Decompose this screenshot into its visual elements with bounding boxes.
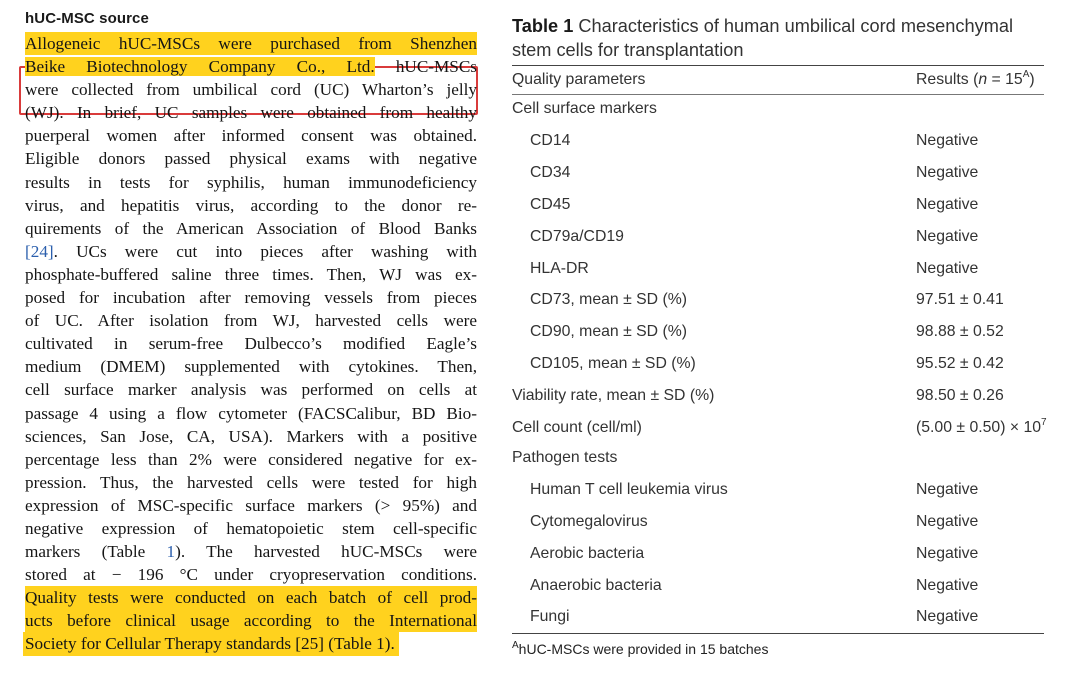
article-text-column: [25, 10, 477, 656]
result-cell: 98.50 ± 0.26: [916, 387, 1004, 405]
parameter-cell: HLA-DR: [530, 259, 589, 277]
column-header-parameters: Quality parameters: [512, 71, 646, 88]
highlighted-span: Society for Cellular Therapy standards [25] (Table 1).: [23, 632, 399, 655]
text-line: percentage less than 2% were considered negative for ex-: [25, 449, 477, 469]
table-body: [512, 95, 1047, 633]
parameter-cell: CD105, mean ± SD (%): [530, 355, 696, 373]
table-link[interactable]: 1: [166, 542, 176, 562]
table-row: [512, 221, 1044, 253]
text-line: were collected from umbilical cord (UC) Wharton’s jelly: [25, 80, 477, 100]
result-cell: Negative: [916, 259, 979, 277]
text-line: of UC. After isolation from WJ, harvested cells were: [25, 311, 477, 331]
text-line: pression. Thus, the harvested cells were tested for high: [25, 472, 477, 492]
text-line: phosphate-buffered saline three times. Then, WJ was ex-: [25, 264, 477, 284]
highlighted-span: Beike Biotechnology Company Co., Ltd.: [25, 57, 375, 77]
text-line: results in tests for syphilis, human immunodeficiency: [25, 172, 477, 192]
result-cell: $(5.00 \pm 0.50) \times 10^7$: [916, 416, 1047, 437]
text-line: quirements of the American Association of Blood Banks: [25, 218, 477, 238]
parameter-cell: CD90, mean ± SD (%): [530, 323, 688, 341]
result-cell: Negative: [916, 576, 979, 594]
table-row: [512, 601, 1044, 633]
table-row: [512, 348, 1044, 380]
result-cell: 97.51 ± 0.41: [916, 291, 1004, 309]
text-line: (WJ). In brief, UC samples were obtained from healthy: [25, 103, 477, 123]
result-cell: Negative: [916, 544, 979, 562]
result-cell: Negative: [916, 227, 979, 245]
table-title: Table 1 Characteristics of human umbilical cord mesenchymal stem cells for transplantation: [512, 16, 1014, 60]
result-cell: 95.52 ± 0.42: [916, 355, 1004, 373]
text-line-highlighted: ucts before clinical usage according to the International: [25, 609, 477, 632]
parameter-cell: Pathogen tests: [512, 448, 618, 466]
parameter-cell: Cell surface markers: [512, 100, 657, 117]
text-line-highlighted: [25, 632, 477, 655]
parameter-cell: Fungi: [530, 608, 570, 626]
result-cell: Negative: [916, 195, 979, 213]
table-number: Table 1: [512, 16, 574, 36]
text-line: markers (Table 1). The harvested hUC-MSCs were: [25, 542, 477, 562]
text-line: posed for incubation after removing vessels from pieces: [25, 288, 477, 308]
table-row: [512, 253, 1044, 285]
table-category-row: [512, 444, 1044, 474]
parameter-cell: Aerobic bacteria: [530, 544, 645, 562]
table-row: [512, 538, 1044, 570]
table-row: [512, 412, 1047, 444]
parameter-cell: Viability rate, mean ± SD (%): [512, 387, 715, 405]
table-header-row: [512, 66, 1044, 94]
parameter-cell: CD73, mean ± SD (%): [530, 291, 688, 309]
table-row: [512, 125, 1044, 157]
text-line: negative expression of hematopoietic stem cell-specific: [25, 518, 477, 538]
column-header-results: Results $(n = 15^A)$: [916, 68, 1035, 88]
text-line-highlighted: Allogeneic hUC-MSCs were purchased from Shenzhen: [25, 32, 477, 55]
parameter-cell: Anaerobic bacteria: [530, 576, 662, 594]
text-line: Eligible donors passed physical exams with negative: [25, 149, 477, 169]
parameter-cell: CD14: [530, 132, 571, 149]
result-cell: Negative: [916, 480, 979, 498]
result-cell: Negative: [916, 512, 979, 530]
text-line: medium (DMEM) supplemented with cytokines. Then,: [25, 357, 477, 377]
result-cell: 98.88 ± 0.52: [916, 323, 1004, 341]
section-heading: hUC-MSC source: [25, 10, 149, 27]
parameter-cell: Cell count (cell/ml): [512, 419, 642, 437]
text-line: sciences, San Jose, CA, USA). Markers with a positive: [25, 426, 477, 446]
text-line: cell surface marker analysis was performed on cells at: [25, 380, 477, 400]
parameter-cell: Cytomegalovirus: [530, 512, 648, 530]
citation-link[interactable]: [24]: [25, 241, 54, 261]
text-line: [24]. UCs were cut into pieces after washing with: [25, 241, 477, 261]
text-line-highlighted: Quality tests were conducted on each batch of cell prod-: [25, 586, 477, 609]
table-row: [512, 570, 1044, 602]
text-line: cultivated in serum-free Dulbecco’s modified Eagle’s: [25, 334, 477, 354]
result-cell: Negative: [916, 608, 979, 626]
text-line-partial-highlight: Beike Biotechnology Company Co., Ltd. hUC-MSCs: [25, 57, 477, 77]
result-cell: Negative: [916, 163, 979, 181]
paragraph: [25, 32, 477, 656]
table-row: [512, 474, 1044, 506]
parameter-cell: CD34: [530, 163, 571, 181]
text-line: virus, and hepatitis virus, according to the donor re-: [25, 195, 477, 215]
table-row: [512, 316, 1044, 348]
text-line: passage 4 using a flow cytometer (FACSCalibur, BD Bio-: [25, 403, 477, 423]
table-bottom-rule: [512, 633, 1044, 634]
parameter-cell: Human T cell leukemia virus: [530, 480, 728, 498]
parameter-cell: CD79a/CD19: [530, 227, 624, 245]
parameter-cell: CD45: [530, 195, 571, 213]
text-line: expression of MSC-specific surface markers (> 95%) and: [25, 495, 477, 515]
table-row: [512, 189, 1044, 221]
table-row: [512, 284, 1044, 316]
text-line: puerperal women after informed consent was obtained.: [25, 126, 477, 146]
table-row: [512, 506, 1044, 538]
table-row: [512, 380, 1044, 412]
result-cell: Negative: [916, 132, 979, 149]
table-row: [512, 157, 1044, 189]
table-1: [512, 14, 1047, 658]
text-line: stored at − 196 °C under cryopreservation conditions.: [25, 565, 477, 585]
table-category-row: [512, 95, 1044, 125]
table-footnote: $^A$hUC-MSCs were provided in 15 batches: [512, 639, 769, 658]
